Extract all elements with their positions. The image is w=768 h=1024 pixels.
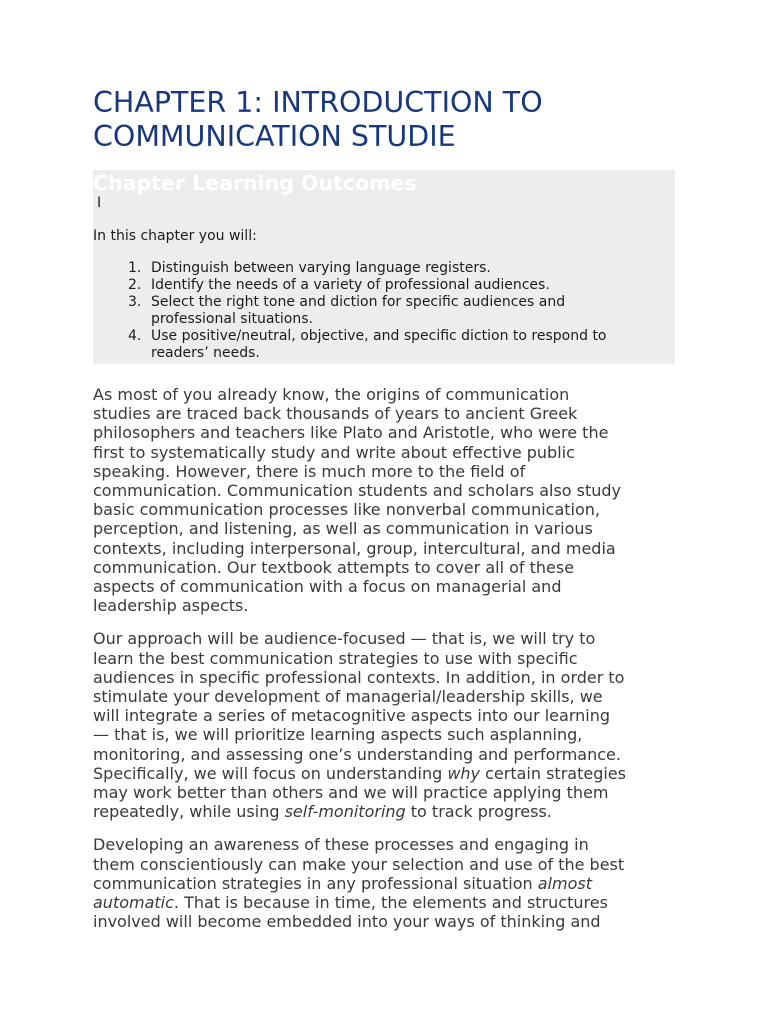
paragraph xyxy=(93,629,683,821)
text-line: monitoring, and assessing one’s understanding and performance. xyxy=(93,744,621,764)
emphasis-text: automatic xyxy=(93,893,174,913)
outcomes-intro: In this chapter you will: xyxy=(93,228,257,244)
outcome-text-line: professional situations. xyxy=(151,311,313,327)
text-fragment: Specifically, we will focus on understanding xyxy=(93,763,448,783)
chapter-title-line-1: CHAPTER 1: INTRODUCTION TO xyxy=(93,86,543,119)
text-line: involved will become embedded into your ways of thinking and xyxy=(93,912,601,932)
emphasis-text: why xyxy=(447,763,481,783)
text-line: aspects of communication with a focus on managerial and xyxy=(93,577,562,597)
outcome-item xyxy=(128,328,663,362)
text-line: leadership aspects. xyxy=(93,596,249,616)
text-line: studies are traced back thousands of years to ancient Greek xyxy=(93,404,578,424)
text-fragment: to track progress. xyxy=(405,802,552,822)
text-fragment: certain strategies xyxy=(480,763,626,783)
learning-outcomes-box xyxy=(93,170,675,364)
emphasis-text: almost xyxy=(537,873,592,893)
body-text xyxy=(93,385,683,945)
text-line: contexts, including interpersonal, group, intercultural, and media xyxy=(93,538,616,558)
text-line: will integrate a series of metacognitive aspects into our learning xyxy=(93,706,611,726)
chapter-title-line-2: COMMUNICATION STUDIE xyxy=(93,120,456,153)
text-line: — that is, we will prioritize learning aspects such asplanning, xyxy=(93,725,583,745)
text-line: stimulate your development of managerial/leadership skills, we xyxy=(93,687,603,707)
outcome-item xyxy=(128,277,663,294)
text-fragment: repeatedly, while using xyxy=(93,802,285,822)
text-line: basic communication processes like nonverbal communication, xyxy=(93,500,600,520)
paragraph xyxy=(93,385,683,615)
emphasis-text: self-monitoring xyxy=(284,802,406,822)
outcome-number: 3. xyxy=(128,294,142,310)
text-line: speaking. However, there is much more to the field of xyxy=(93,461,526,481)
outcome-text-line: Select the right tone and diction for specific audiences and xyxy=(151,294,566,310)
outcome-number: 1. xyxy=(128,260,142,276)
text-fragment: communication strategies in any professional situation xyxy=(93,873,538,893)
text-line: perception, and listening, as well as communication in various xyxy=(93,519,593,539)
text-line: Developing an awareness of these processes and engaging in xyxy=(93,835,589,855)
text-line: them conscientiously can make your selection and use of the best xyxy=(93,854,625,874)
outcome-number: 4. xyxy=(128,328,142,344)
text-line: philosophers and teachers like Plato and Aristotle, who were the xyxy=(93,423,609,443)
outcome-text-line: readers’ needs. xyxy=(151,345,260,361)
text-line: Our approach will be audience-focused — that is, we will try to xyxy=(93,629,596,649)
outcomes-list xyxy=(128,260,663,362)
outcome-text-line: Use positive/neutral, objective, and specific diction to respond to xyxy=(151,328,607,344)
outcome-number: 2. xyxy=(128,277,142,293)
learning-outcomes-heading: Chapter Learning Outcomes xyxy=(93,171,417,195)
text-line: audiences in specific professional contexts. In addition, in order to xyxy=(93,667,625,687)
text-cursor-marker: I xyxy=(97,195,102,211)
outcome-item xyxy=(128,294,663,328)
text-line: learn the best communication strategies to use with specific xyxy=(93,648,578,668)
outcome-text: Distinguish between varying language registers. xyxy=(151,260,491,276)
chapter-title xyxy=(93,86,693,154)
text-fragment: . That is because in time, the elements and structures xyxy=(173,893,608,913)
text-line: As most of you already know, the origins of communication xyxy=(93,385,570,404)
text-line: first to systematically study and write about effective public xyxy=(93,442,575,462)
text-line: communication. Communication students and scholars also study xyxy=(93,481,622,501)
text-line: may work better than others and we will practice applying them xyxy=(93,783,609,803)
outcome-item xyxy=(128,260,663,277)
text-line: communication. Our textbook attempts to cover all of these xyxy=(93,557,575,577)
paragraph xyxy=(93,835,683,931)
outcome-text: Identify the needs of a variety of professional audiences. xyxy=(151,277,550,293)
